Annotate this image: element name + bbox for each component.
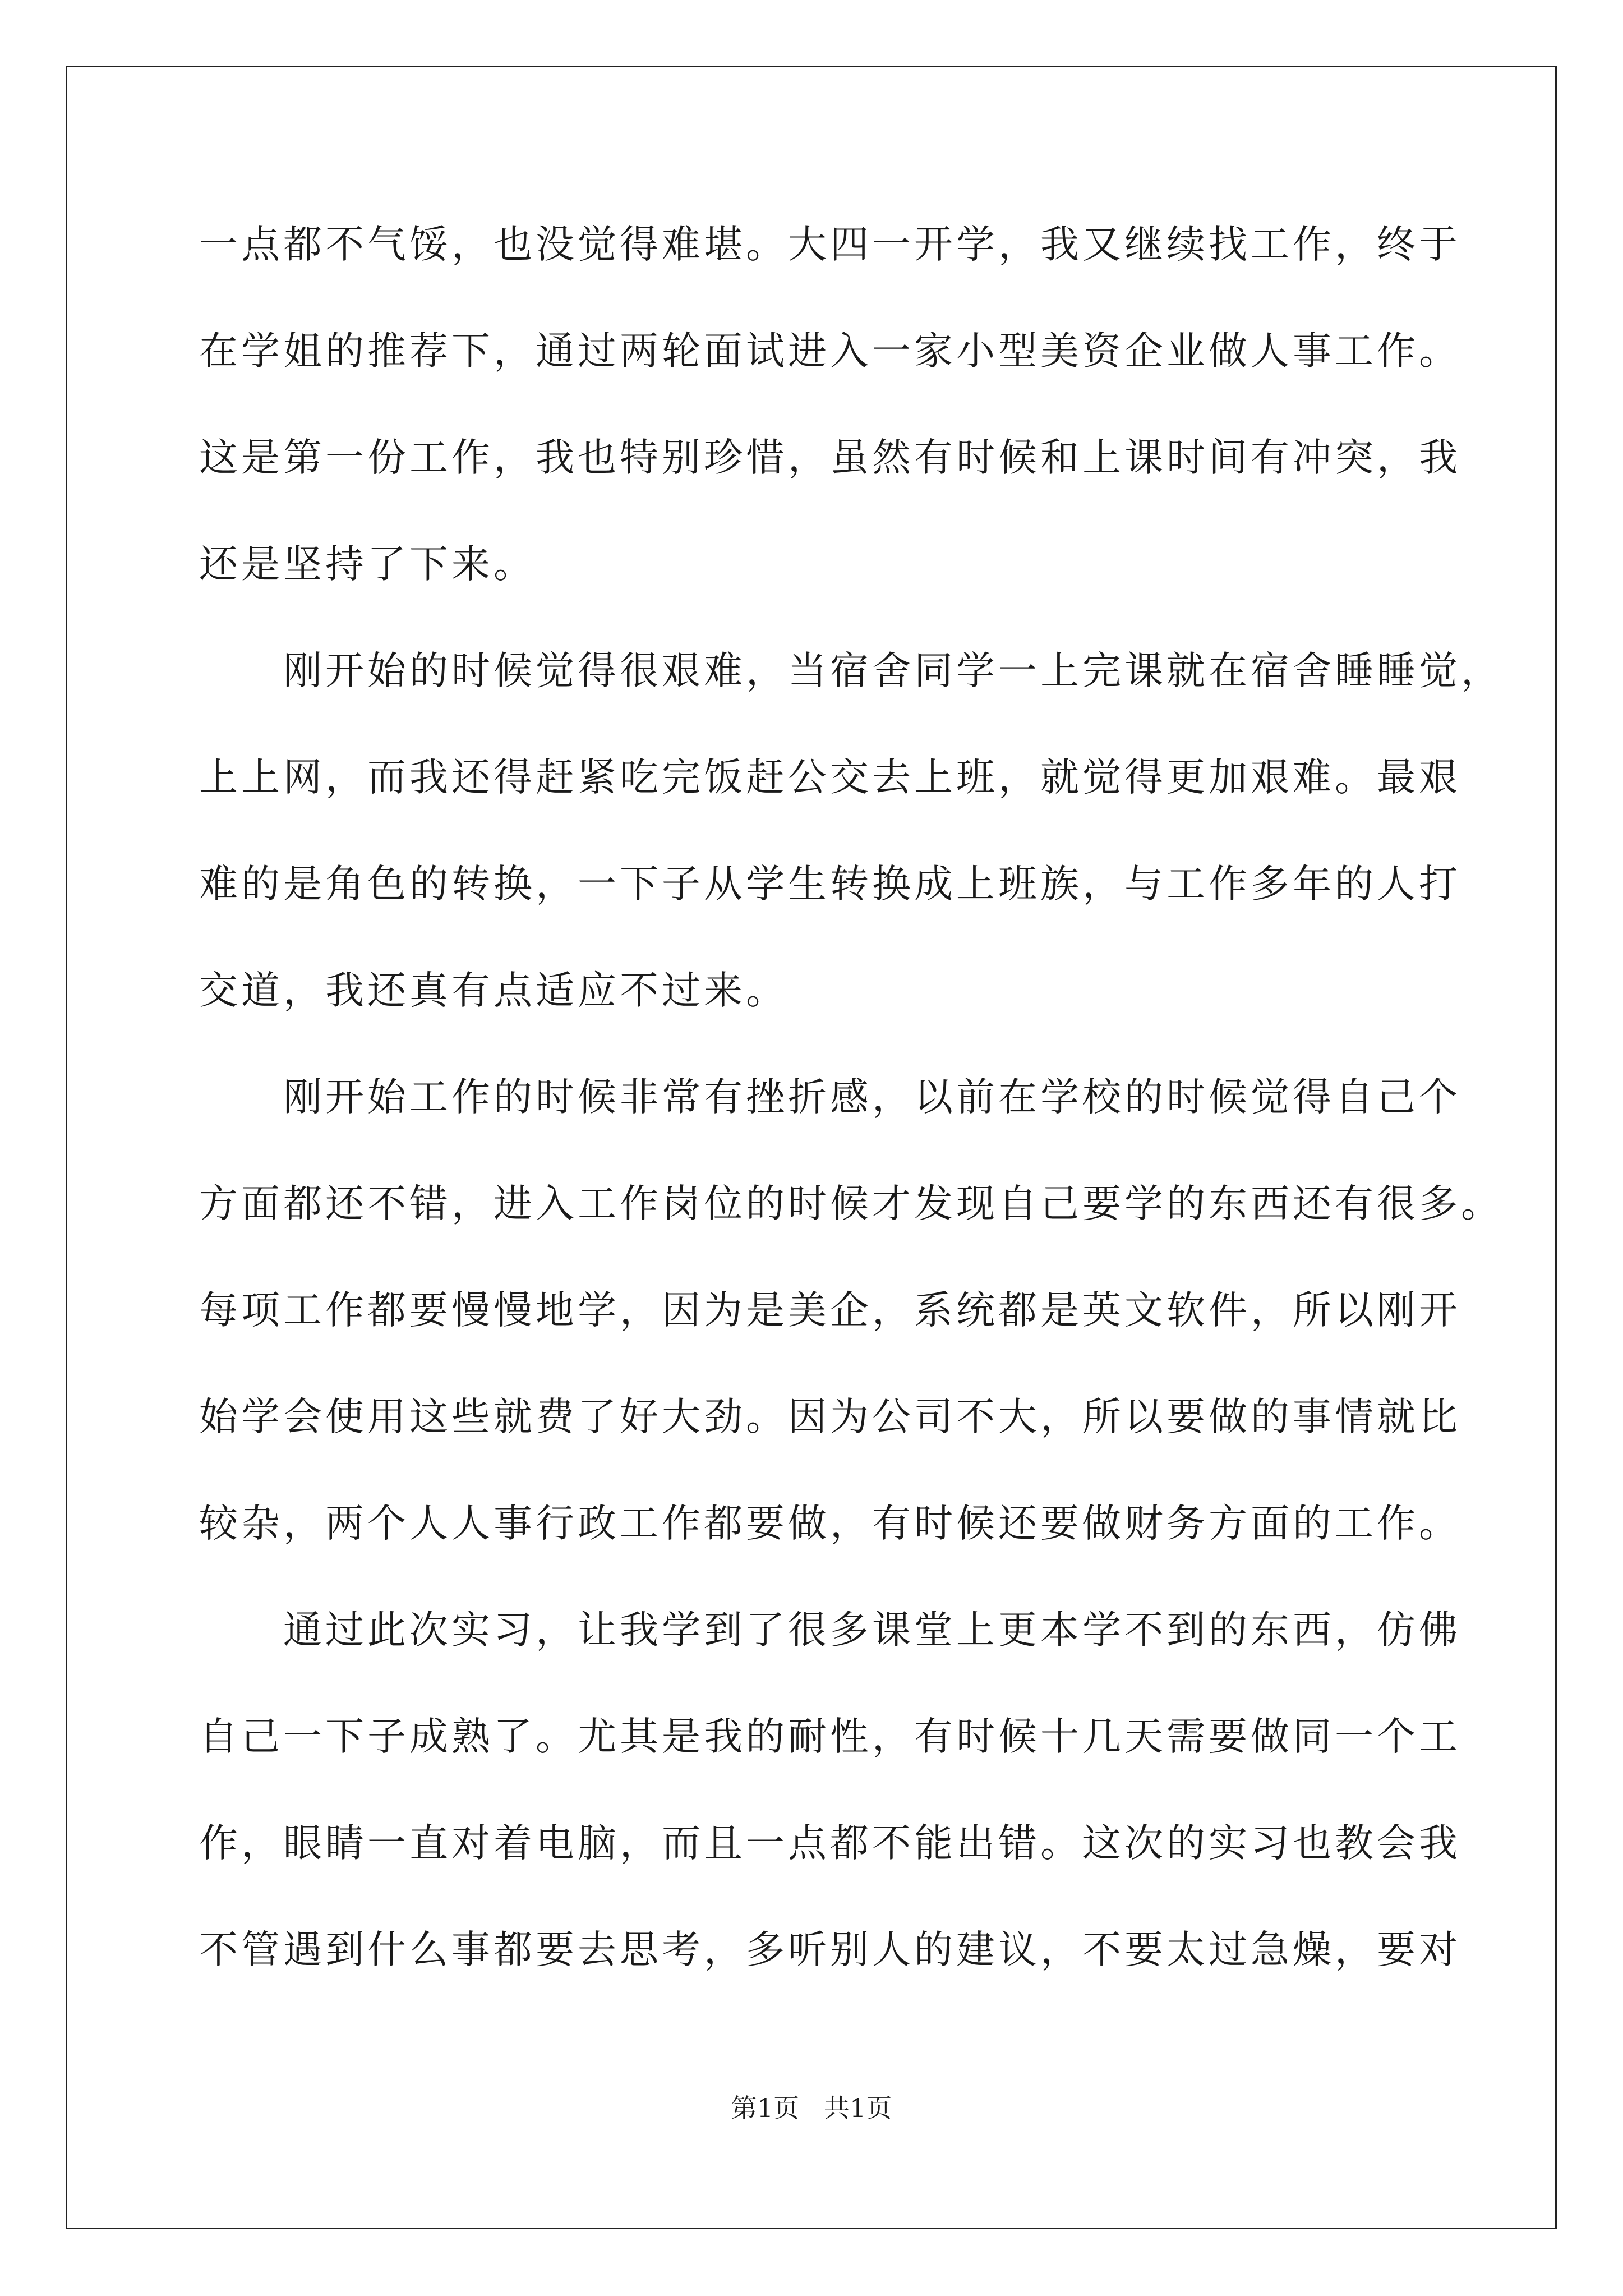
text-line: 上上网，而我还得赶紧吃完饭赶公交去上班，就觉得更加艰难。最艰 [199,755,1461,800]
text-line: 交道，我还真有点适应不过来。 [199,968,788,1013]
text-line: 难的是角色的转换，一下子从学生转换成上班族，与工作多年的人打 [199,862,1461,907]
text-line: 方面都还不错，进入工作岗位的时候才发现自己要学的东西还有很多。 [199,1181,1503,1226]
text-line: 还是坚持了下来。 [199,542,536,587]
text-line: 不管遇到什么事都要去思考，多听别人的建议，不要太过急燥，要对 [199,1927,1461,1972]
paragraph-first-line: 刚开始工作的时候非常有挫折感，以前在学校的时候觉得自己个 [283,1075,1461,1120]
text-line: 在学姐的推荐下，通过两轮面试进入一家小型美资企业做人事工作。 [199,329,1461,374]
text-line: 自己一下子成熟了。尤其是我的耐性，有时候十几天需要做同一个工 [199,1714,1461,1759]
text-line: 作，眼睛一直对着电脑，而且一点都不能出错。这次的实习也教会我 [199,1821,1461,1866]
paragraph-first-line: 刚开始的时候觉得很艰难，当宿舍同学一上完课就在宿舍睡睡觉， [283,648,1503,693]
text-line: 较杂，两个人人事行政工作都要做，有时候还要做财务方面的工作。 [199,1501,1461,1546]
document-body [199,218,1503,2030]
text-line: 始学会使用这些就费了好大劲。因为公司不大，所以要做的事情就比 [199,1395,1461,1439]
page-number-total: 共1页 [823,2093,892,2123]
text-line: 这是第一份工作，我也特别珍惜，虽然有时候和上课时间有冲突，我 [199,435,1461,480]
text-line: 每项工作都要慢慢地学，因为是美企，系统都是英文软件，所以刚开 [199,1288,1461,1333]
paragraph-first-line: 通过此次实习，让我学到了很多课堂上更本学不到的东西，仿佛 [283,1608,1461,1653]
text-line: 一点都不气馁，也没觉得难堪。大四一开学，我又继续找工作，终于 [199,222,1461,267]
footer-spacer [799,2093,824,2123]
page-footer [0,2091,1623,2125]
page-number-current: 第1页 [731,2093,800,2123]
